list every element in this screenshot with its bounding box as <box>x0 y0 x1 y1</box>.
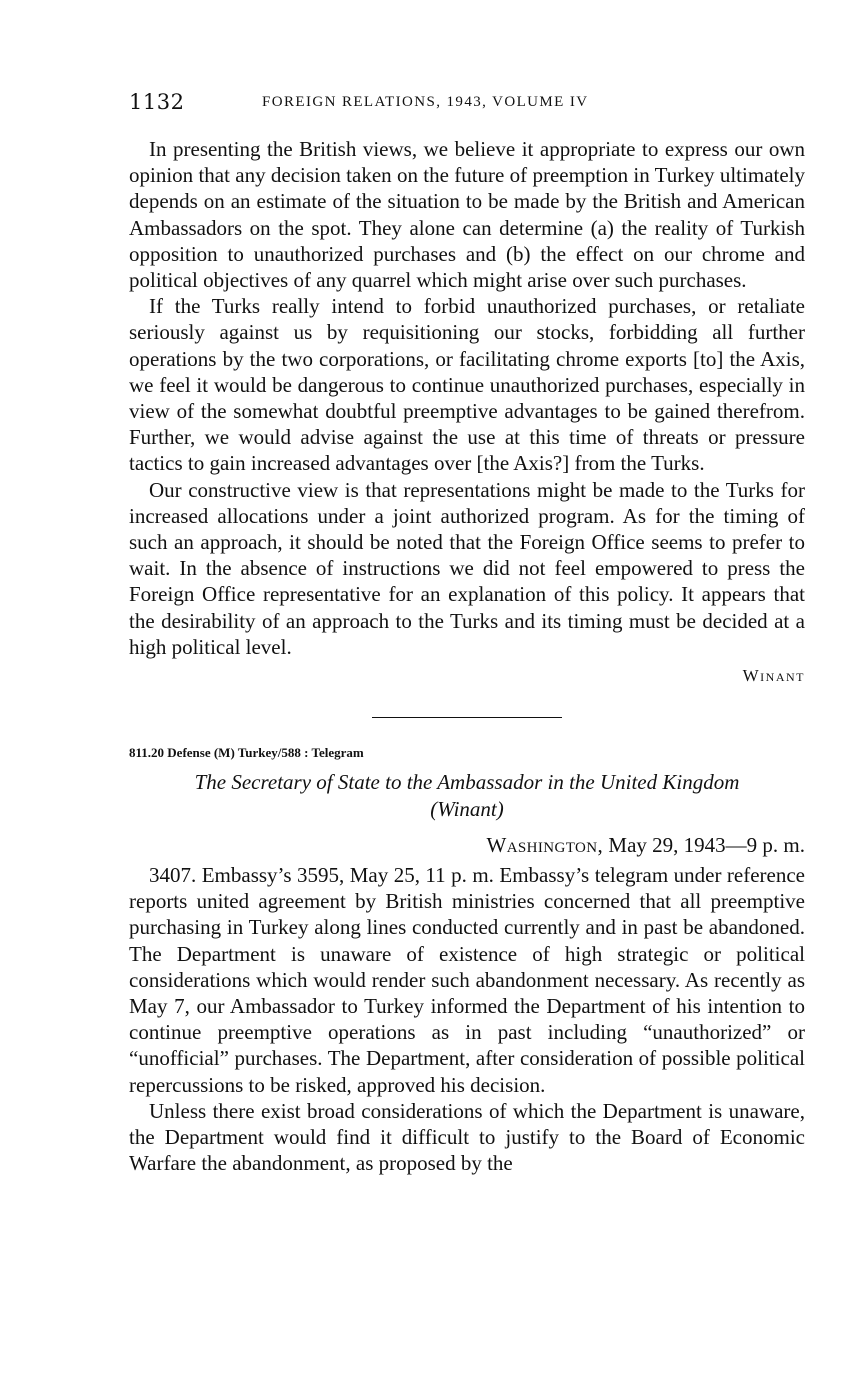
dateline-place: Washington, <box>486 833 604 858</box>
body-paragraph: In presenting the British views, we believe it appropriate to express our own opinion that any decision taken on the future of preemption in Turkey ultimately depends on an estimate of the situation to be made by the British and American Ambassadors on the spot. They alone can determine (a) the reality of Turkish opposition to unauthorized purchases and (b) the effect on our chrome and political objectives of any quarrel which might arise over such purchases. <box>129 137 805 293</box>
section-divider <box>372 717 562 718</box>
document-page <box>129 88 805 1177</box>
page-number: 1132 <box>129 90 185 114</box>
document-title-recipient: (Winant) <box>430 797 504 822</box>
dateline <box>129 833 805 860</box>
running-head: FOREIGN RELATIONS, 1943, VOLUME IV <box>262 94 589 110</box>
body-paragraph: If the Turks really intend to forbid unauthorized purchases, or retaliate seriously against us by requisitioning our stocks, forbidding all further operations by the two corporations, or facilitating chrome exports [to] the Axis, we feel it would be dangerous to continue unauthorized purchases, especially in view of the somewhat doubtful preemptive advantages to be gained therefrom. Further, we would advise against the use at this time of threats or pressure tactics to gain increased advantages over [the Axis?] from the Turks. <box>129 294 805 476</box>
body-paragraph: Unless there exist broad considerations of which the Department is unaware, the Department would find it difficult to justify to the Board of Economic Warfare the abandonment, as proposed by the <box>129 1098 805 1176</box>
file-reference: 811.20 Defense (M) Turkey/588 : Telegram <box>129 745 364 761</box>
dateline-date: May 29, 1943—9 p. m. <box>603 833 805 858</box>
page-header <box>129 88 805 122</box>
document-title <box>129 769 805 823</box>
document-title-line: The Secretary of State to the Ambassador in the United Kingdom <box>194 770 740 795</box>
body-paragraph: 3407. Embassy’s 3595, May 25, 11 p. m. Embassy’s telegram under reference reports united agreement by British ministries concerned that all preemptive purchasing in Turkey along lines conducted currently and in past be abandoned. The Department is unaware of existence of high strategic or political considerations which would render such abandonment necessary. As recently as May 7, our Ambassador to Turkey informed the Department of his intention to continue preemptive operations as in past including “unauthorized” or “unofficial” purchases. The Department, after consideration of possible political repercussions to be risked, approved his decision. <box>129 863 805 1097</box>
body-paragraph: Our constructive view is that representations might be made to the Turks for increased allocations under a joint authorized program. As for the timing of such an approach, it should be noted that the Foreign Office seems to prefer to wait. In the absence of instructions we did not feel empowered to press the Foreign Office representative for an explanation of this policy. It appears that the desirability of an approach to the Turks and its timing must be decided at a high political level. <box>129 477 805 659</box>
signature: Winant <box>742 666 805 686</box>
